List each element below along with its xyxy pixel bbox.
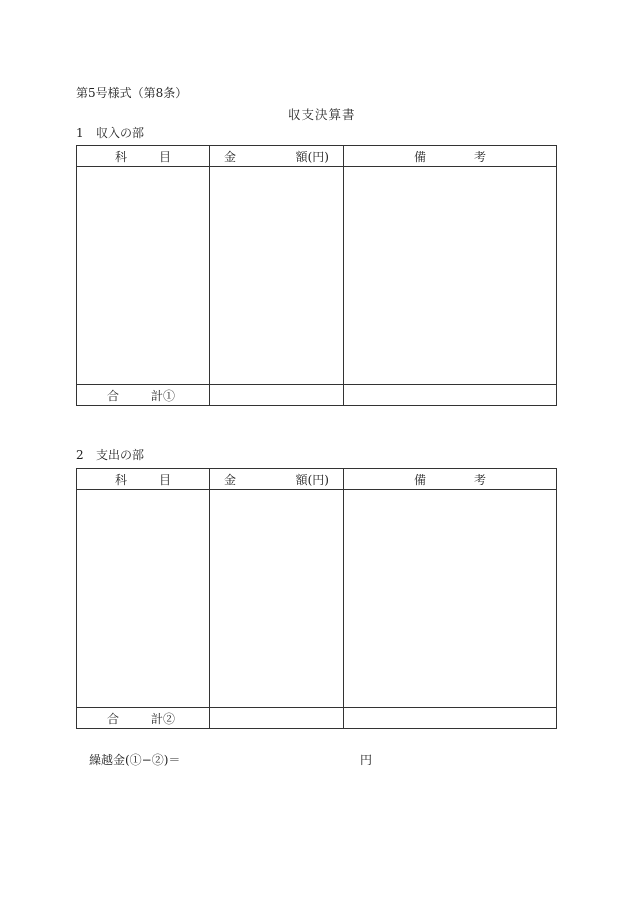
header-subject-part: 目 [158, 472, 171, 487]
notes-cell[interactable] [344, 490, 557, 708]
entry-area [77, 167, 557, 385]
total-label-part: 計② [150, 711, 175, 726]
header-subject-part: 科 [115, 149, 128, 164]
section-number: 1 [76, 126, 84, 140]
header-amount [210, 146, 344, 167]
header-subject-part: 目 [158, 149, 171, 164]
subject-cell[interactable] [77, 490, 210, 708]
section-number: 2 [76, 448, 84, 462]
total-amount-cell[interactable] [210, 708, 344, 729]
header-amount [210, 469, 344, 490]
header-row [77, 146, 557, 167]
total-notes-cell[interactable] [344, 385, 557, 406]
section-heading-income [76, 124, 144, 141]
total-label-part: 合 [107, 388, 120, 403]
section-label: 支出の部 [96, 448, 145, 462]
header-notes-part: 考 [473, 472, 486, 487]
header-notes [344, 469, 557, 490]
notes-cell[interactable] [344, 167, 557, 385]
header-subject [77, 469, 210, 490]
entry-area [77, 490, 557, 708]
header-notes-part: 備 [414, 472, 427, 487]
amount-cell[interactable] [210, 167, 344, 385]
carryover-unit: 円 [360, 753, 373, 767]
total-label [77, 385, 210, 406]
header-amount-part: 額(円) [295, 472, 329, 487]
header-subject [77, 146, 210, 167]
total-row [77, 708, 557, 729]
section-heading-expenditure [76, 446, 144, 463]
total-label-part: 計① [150, 388, 175, 403]
subject-cell[interactable] [77, 167, 210, 385]
income-table [76, 145, 557, 406]
expenditure-table [76, 468, 557, 729]
header-notes [344, 146, 557, 167]
header-notes-part: 考 [473, 149, 486, 164]
header-subject-part: 科 [115, 472, 128, 487]
document-title: 収支決算書 [288, 107, 356, 122]
header-row [77, 469, 557, 490]
total-label [77, 708, 210, 729]
amount-cell[interactable] [210, 490, 344, 708]
total-label-part: 合 [107, 711, 120, 726]
form-number: 第5号様式（第8条） [76, 86, 188, 100]
header-amount-part: 金 [224, 149, 237, 164]
section-label: 収入の部 [96, 126, 145, 140]
header-amount-part: 金 [224, 472, 237, 487]
carryover-label: 繰越金(①−②)＝ [89, 753, 181, 767]
header-amount-part: 額(円) [295, 149, 329, 164]
header-notes-part: 備 [414, 149, 427, 164]
total-notes-cell[interactable] [344, 708, 557, 729]
total-amount-cell[interactable] [210, 385, 344, 406]
total-row [77, 385, 557, 406]
